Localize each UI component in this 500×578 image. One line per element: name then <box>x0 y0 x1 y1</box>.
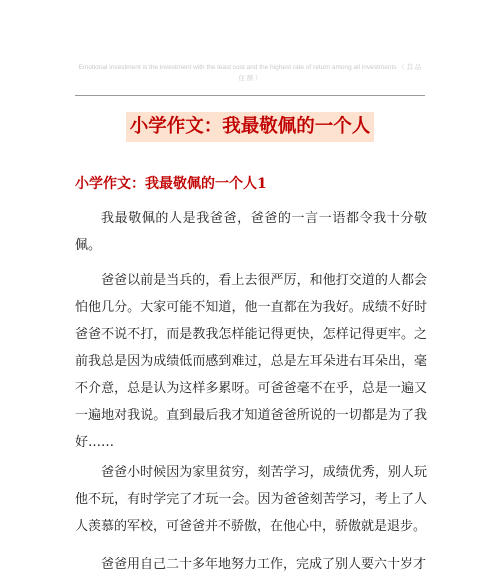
paragraph-2: 爸爸以前是当兵的，看上去很严厉，和他打交道的人都会怕他几分。大家可能不知道，他一直都在为我好。成绩不好时爸爸不说不打，而是教我怎样能记得更快，怎样记得更牢。之前我总是因为成绩低而感到难过，总是左耳朵进右耳朵出，毫不介意，总是认为这样多累呀。可爸爸毫不在乎，总是一遍又一遍地对我说。直到最后我才知道爸爸所说的一切都是为了我好…… <box>75 273 427 450</box>
document-title-text: 小学作文：我最敬佩的一个人 <box>126 112 375 142</box>
section-heading: 小学作文：我最敬佩的一个人1 <box>75 176 267 192</box>
header-divider <box>75 95 425 96</box>
document-title <box>0 112 500 142</box>
paragraph-1: 我最敬佩的人是我爸爸，爸爸的一言一语都令我十分敬佩。 <box>75 211 427 253</box>
paragraph-3: 爸爸小时候因为家里贫穷，刻苦学习，成绩优秀，别人玩他不玩，有时学完了才玩一会。因为爸爸刻苦学习，考上了人人羡慕的军校，可爸爸并不骄傲，在他心中，骄傲就是退步。 <box>75 465 427 534</box>
paragraph-4: 爸爸用自己二十多年地努力工作，完成了别人要六十岁才 <box>101 557 427 572</box>
header-note: Emotional investment is the investment with the least cost and the highest rate of return among all investments （ 其 品 住 额 ） <box>78 64 422 82</box>
